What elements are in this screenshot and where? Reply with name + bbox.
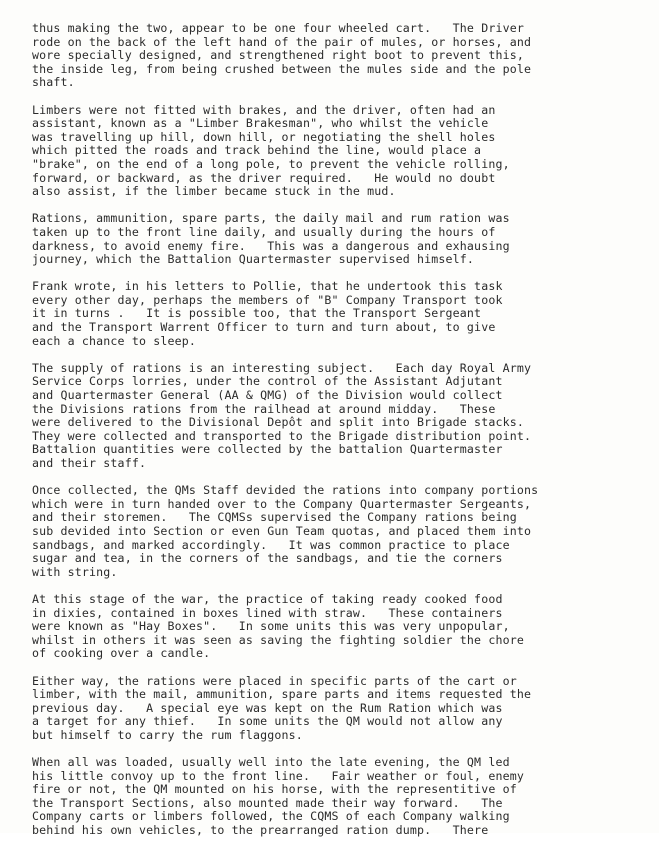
text-line: limber, with the mail, ammunition, spare parts and items requested the	[32, 687, 532, 702]
paragraph	[32, 104, 644, 199]
text-line: and their staff.	[32, 456, 147, 470]
text-line: When all was loaded, usually well into the late evening, the QM led	[32, 755, 510, 770]
text-line: which pitted the roads and track behind the line, would place a	[32, 143, 482, 158]
text-line: At this stage of the war, the practice of taking ready cooked food	[32, 591, 503, 606]
paragraph	[32, 593, 644, 661]
text-line: Service Corps lorries, under the control of the Assistant Adjutant	[32, 374, 503, 389]
text-line: were delivered to the Divisional Depôt and split into Brigade stacks.	[32, 415, 524, 430]
text-line: sugar and tea, in the corners of the sandbags, and tie the corners	[32, 551, 503, 566]
text-line: which were in turn handed over to the Company Quartermaster Sergeants,	[32, 496, 532, 511]
text-line: in dixies, contained in boxes lined with straw. These containers	[32, 605, 503, 620]
text-line: behind his own vehicles, to the prearranged ration dump. There	[32, 823, 489, 838]
text-line: The supply of rations is an interesting subject. Each day Royal Army	[32, 360, 532, 375]
text-line: sub devided into Section or even Gun Team quotas, and placed them into	[32, 523, 532, 538]
text-line: every other day, perhaps the members of "B" Company Transport took	[32, 292, 503, 307]
text-line: a target for any thief. In some units the QM would not allow any	[32, 714, 503, 729]
text-line: whilst in others it was seen as saving the fighting soldier the chore	[32, 632, 524, 647]
text-line: also assist, if the limber became stuck in the mud.	[32, 184, 396, 199]
text-line: fire or not, the QM mounted on his horse, with the representitive of	[32, 782, 517, 797]
text-line: and the Transport Warrent Officer to turn and turn about, to give	[32, 320, 496, 335]
text-line: of cooking over a candle.	[32, 646, 211, 661]
text-line: with string.	[32, 564, 118, 579]
text-line: Company carts or limbers followed, the CQMS of each Company walking	[32, 809, 510, 824]
text-line: darkness, to avoid enemy fire. This was a dangerous and exhausing	[32, 238, 510, 253]
text-line: the inside leg, from being crushed between the mules side and the pole	[32, 61, 532, 76]
text-line: Frank wrote, in his letters to Pollie, that he undertook this task	[32, 279, 503, 294]
text-line: They were collected and transported to the Brigade distribution point.	[32, 428, 532, 443]
text-line: was travelling up hill, down hill, or negotiating the shell holes	[32, 129, 496, 144]
text-line: Limbers were not fitted with brakes, and the driver, often had an	[32, 102, 496, 117]
text-line: Once collected, the QMs Staff devided the rations into company portions	[32, 483, 539, 498]
text-line: assistant, known as a "Limber Brakesman", who whilst the vehicle	[32, 116, 489, 131]
paragraph	[32, 675, 644, 743]
text-line: journey, which the Battalion Quartermaster supervised himself.	[32, 252, 475, 267]
paragraph	[32, 280, 644, 348]
paragraph	[32, 484, 644, 579]
text-line: the Transport Sections, also mounted made their way forward. The	[32, 795, 503, 810]
text-line: and Quartermaster General (AA & QMG) of the Division would collect	[32, 388, 503, 403]
text-line: forward, or backward, as the driver required. He would no doubt	[32, 170, 496, 185]
document-body	[32, 22, 644, 851]
paragraph	[32, 362, 644, 471]
text-line: thus making the two, appear to be one four wheeled cart. The Driver	[32, 21, 524, 35]
text-line: taken up to the front line daily, and usually during the hours of	[32, 224, 496, 239]
text-line: his little convoy up to the front line. Fair weather or foul, enemy	[32, 768, 524, 783]
text-line: were known as "Hay Boxes". In some units this was very unpopular,	[32, 619, 510, 634]
text-line: previous day. A special eye was kept on the Rum Ration which was	[32, 700, 503, 715]
text-line: Rations, ammunition, spare parts, the daily mail and rum ration was	[32, 211, 510, 226]
paragraph	[32, 212, 644, 266]
text-line: "brake", on the end of a long pole, to prevent the vehicle rolling,	[32, 156, 510, 171]
text-line: the Divisions rations from the railhead at around midday. These	[32, 401, 496, 416]
text-line: wore specially designed, and strengthened right boot to prevent this,	[32, 48, 524, 63]
text-line: Either way, the rations were placed in specific parts of the cart or	[32, 673, 517, 688]
text-line: and their storemen. The CQMSs supervised the Company rations being	[32, 510, 517, 525]
paragraph	[32, 22, 644, 90]
text-line: it in turns . It is possible too, that the Transport Sergeant	[32, 306, 482, 321]
text-line: Battalion quantities were collected by the battalion Quartermaster	[32, 442, 503, 457]
text-line: sandbags, and marked accordingly. It was common practice to place	[32, 537, 510, 552]
text-line: but himself to carry the rum flaggons.	[32, 727, 303, 742]
text-line: rode on the back of the left hand of the pair of mules, or horses, and	[32, 34, 532, 49]
text-line: shaft.	[32, 75, 75, 90]
paragraph	[32, 756, 644, 838]
text-line: each a chance to sleep.	[32, 333, 196, 348]
